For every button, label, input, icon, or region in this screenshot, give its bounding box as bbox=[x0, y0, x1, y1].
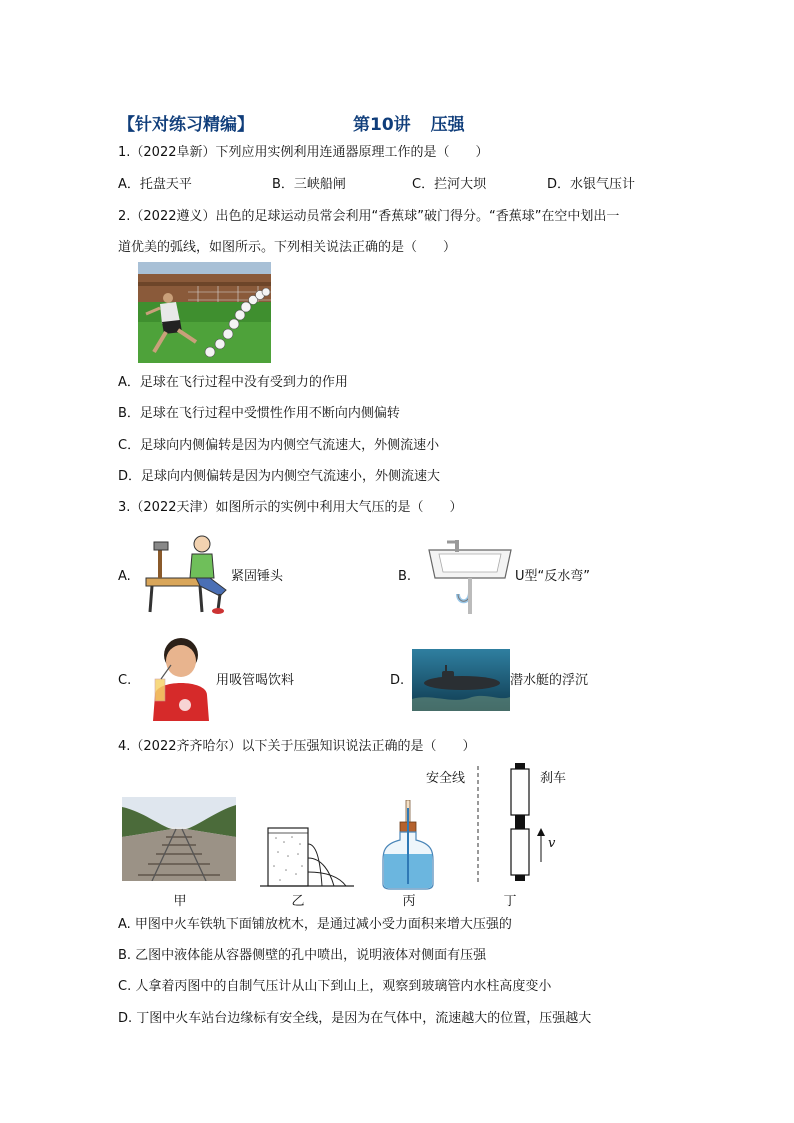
velocity-arrow-icon bbox=[536, 828, 546, 862]
q2-stem-line2: 道优美的弧线，如图所示。下列相关说法正确的是（ ） bbox=[118, 240, 457, 255]
football-photo bbox=[138, 262, 271, 363]
q1-option-c: C．拦河大坝 bbox=[412, 177, 487, 192]
q4-option-d: D. 丁图中火车站台边缘标有安全线，是因为在气体中，流速越大的位置，压强越大 bbox=[118, 1011, 592, 1026]
brake-label: 刹车 bbox=[540, 771, 567, 786]
lesson-title: 第10讲 压强 bbox=[353, 115, 465, 135]
q3-option-a-text: 紧固锤头 bbox=[231, 569, 284, 584]
q2-option-b: B．足球在飞行过程中受惯性作用不断向内侧偏转 bbox=[118, 406, 400, 421]
fig-label-jia: 甲 bbox=[173, 894, 187, 909]
safety-line-dashed bbox=[474, 766, 482, 882]
liquid-container-diagram bbox=[258, 818, 356, 890]
q4-option-a: A. 甲图中火车铁轨下面铺放枕木，是通过减小受力面积来增大压强的 bbox=[118, 917, 512, 932]
sink-u-trap-illustration bbox=[425, 538, 515, 616]
child-drinking-photo bbox=[145, 635, 213, 721]
series-title: 【针对练习精编】 bbox=[118, 115, 254, 135]
fig-label-bing: 丙 bbox=[402, 894, 416, 909]
railway-photo bbox=[122, 797, 236, 881]
fig-label-ding: 丁 bbox=[503, 894, 517, 909]
q3-option-d-text: 潜水艇的浮沉 bbox=[510, 673, 589, 688]
q2-stem-line1: 2.（2022遵义）出色的足球运动员常会利用“香蕉球”破门得分。“香蕉球”在空中划出一 bbox=[118, 209, 620, 224]
q4-option-c: C. 人拿着丙图中的自制气压计从山下到山上，观察到玻璃管内水柱高度变小 bbox=[118, 979, 552, 994]
q1-option-d: D．水银气压计 bbox=[547, 177, 636, 192]
velocity-label: v bbox=[548, 836, 556, 851]
train-diagram bbox=[505, 763, 535, 883]
q3-option-c-letter: C. bbox=[118, 673, 132, 688]
homemade-barometer-diagram bbox=[380, 800, 436, 890]
submarine-photo bbox=[412, 649, 510, 711]
q3-option-b-letter: B. bbox=[398, 569, 412, 584]
q1-stem: 1.（2022阜新）下列应用实例利用连通器原理工作的是（ ） bbox=[118, 145, 489, 160]
q1-option-b: B．三峡船闸 bbox=[272, 177, 346, 192]
q3-option-d-letter: D. bbox=[390, 673, 405, 688]
q2-option-d: D．足球向内侧偏转是因为内侧空气流速小，外侧流速大 bbox=[118, 469, 441, 484]
fig-label-yi: 乙 bbox=[291, 894, 305, 909]
q4-stem: 4.（2022齐齐哈尔）以下关于压强知识说法正确的是（ ） bbox=[118, 739, 476, 754]
q3-stem: 3.（2022天津）如图所示的实例中利用大气压的是（ ） bbox=[118, 500, 463, 515]
q2-option-c: C．足球向内侧偏转是因为内侧空气流速大，外侧流速小 bbox=[118, 438, 440, 453]
q2-option-a: A．足球在飞行过程中没有受到力的作用 bbox=[118, 375, 348, 390]
q3-option-a-letter: A. bbox=[118, 569, 131, 584]
q3-option-b-text: U型“反水弯” bbox=[515, 569, 590, 584]
q1-option-a: A．托盘天平 bbox=[118, 177, 192, 192]
safety-line-label: 安全线 bbox=[426, 771, 466, 786]
q4-option-b: B. 乙图中液体能从容器侧壁的孔中喷出，说明液体对侧面有压强 bbox=[118, 948, 487, 963]
q3-option-c-text: 用吸管喝饮料 bbox=[216, 673, 295, 688]
hammer-bench-illustration bbox=[140, 528, 232, 614]
